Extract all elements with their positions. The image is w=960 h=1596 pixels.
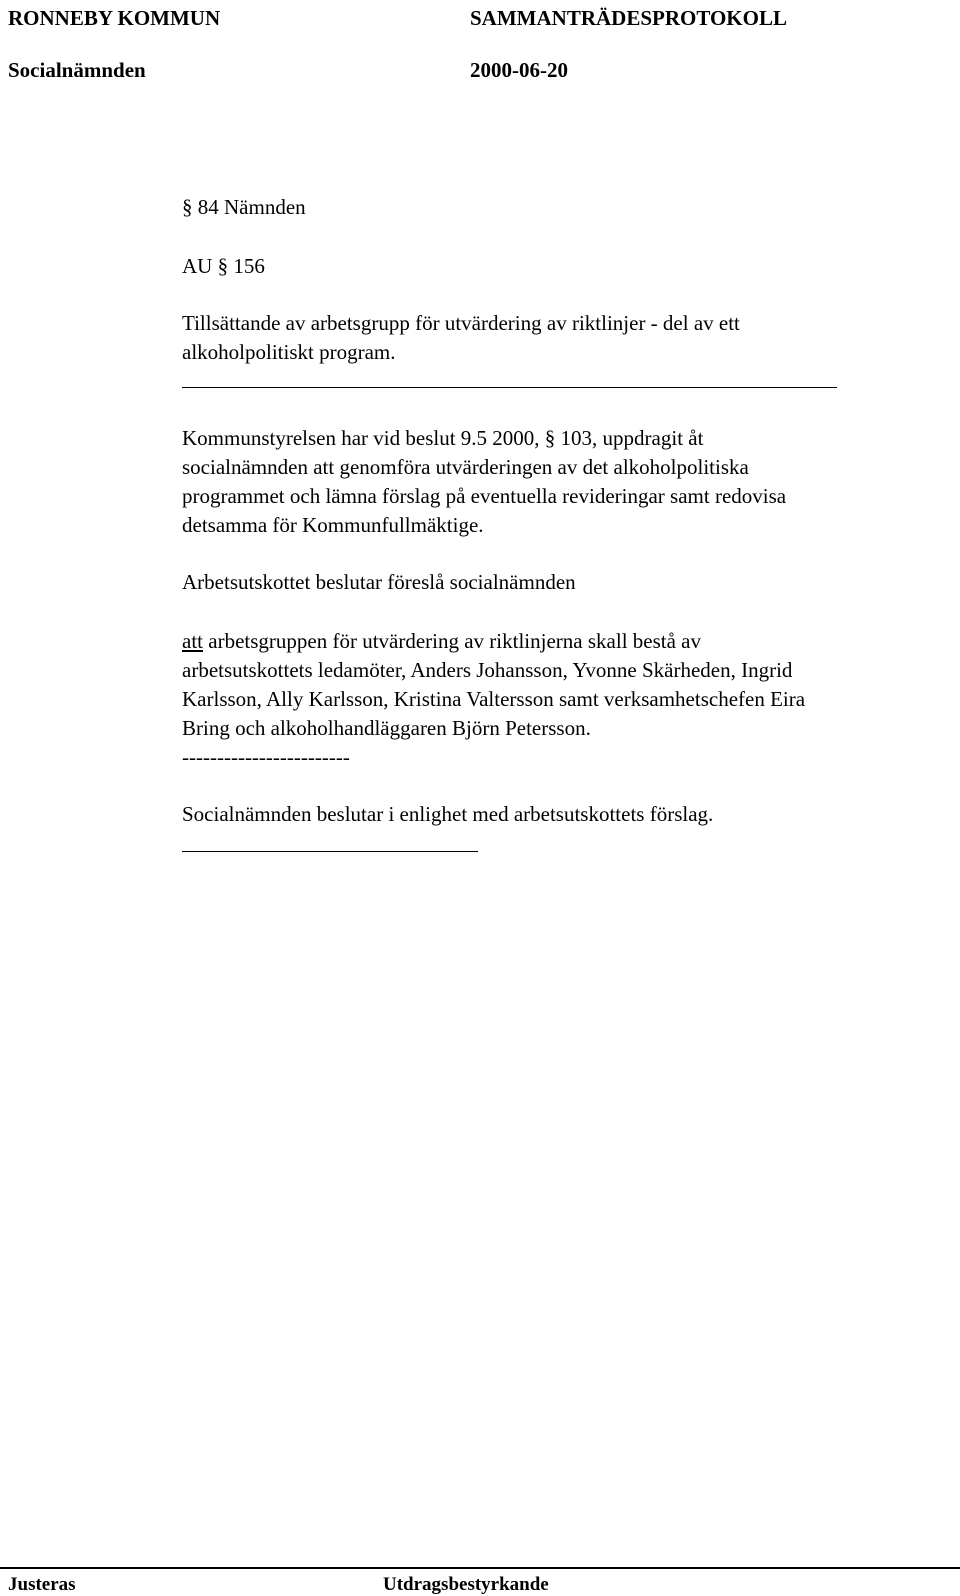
proposal-line: Karlsson, Ally Karlsson, Kristina Valtersson samt verksamhetschefen Eira <box>182 687 806 711</box>
item-title <box>182 309 952 367</box>
proposal-line: arbetsutskottets ledamöter, Anders Johansson, Yvonne Skärheden, Ingrid <box>182 658 793 682</box>
item-title-line: Tillsättande av arbetsgrupp för utvärdering av riktlinjer - del av ett <box>182 311 740 335</box>
au-section-symbol: § <box>217 254 229 278</box>
background-text: 103, uppdragit åt <box>560 426 704 450</box>
section-symbol: § <box>182 195 193 219</box>
decision: Socialnämnden beslutar i enlighet med arbetsutskottets förslag. <box>182 802 714 826</box>
background-line: socialnämnden att genomföra utvärderingen av det alkoholpolitiska <box>182 455 749 479</box>
proposal-intro: Arbetsutskottet beslutar föreslå socialnämnden <box>182 570 576 594</box>
decision-underline <box>182 851 478 852</box>
au-reference <box>182 252 265 281</box>
org-name: RONNEBY KOMMUN <box>8 6 221 30</box>
background-paragraph <box>182 424 952 540</box>
section-number: 84 Nämnden <box>197 195 306 219</box>
footer-utdragsbestyrkande: Utdragsbestyrkande <box>383 1574 549 1595</box>
title-underline <box>182 387 837 388</box>
background-line: programmet och lämna förslag på eventuella revideringar samt redovisa <box>182 484 787 508</box>
att-keyword: att <box>182 629 203 653</box>
au-number: 156 <box>233 254 265 278</box>
committee-name: Socialnämnden <box>8 58 146 82</box>
doc-type: SAMMANTRÄDESPROTOKOLL <box>470 6 787 30</box>
section-heading <box>182 193 306 222</box>
footer-rule <box>0 1567 960 1569</box>
proposal-line: Bring och alkoholhandläggaren Björn Petersson. <box>182 716 591 740</box>
background-line <box>182 424 952 453</box>
footer-justeras: Justeras <box>8 1574 76 1595</box>
proposal-text: arbetsgruppen för utvärdering av riktlinjerna skall bestå av <box>208 629 701 653</box>
background-text: Kommunstyrelsen har vid beslut 9.5 2000, <box>182 426 540 450</box>
meeting-date: 2000-06-20 <box>470 58 568 82</box>
background-line: detsamma för Kommunfullmäktige. <box>182 513 484 537</box>
au-prefix: AU <box>182 254 213 278</box>
item-title-line: alkoholpolitiskt program. <box>182 340 396 364</box>
proposal-paragraph <box>182 627 952 772</box>
proposal-line <box>182 627 952 656</box>
dash-separator: ------------------------ <box>182 745 350 769</box>
background-section-symbol: § <box>544 426 556 450</box>
